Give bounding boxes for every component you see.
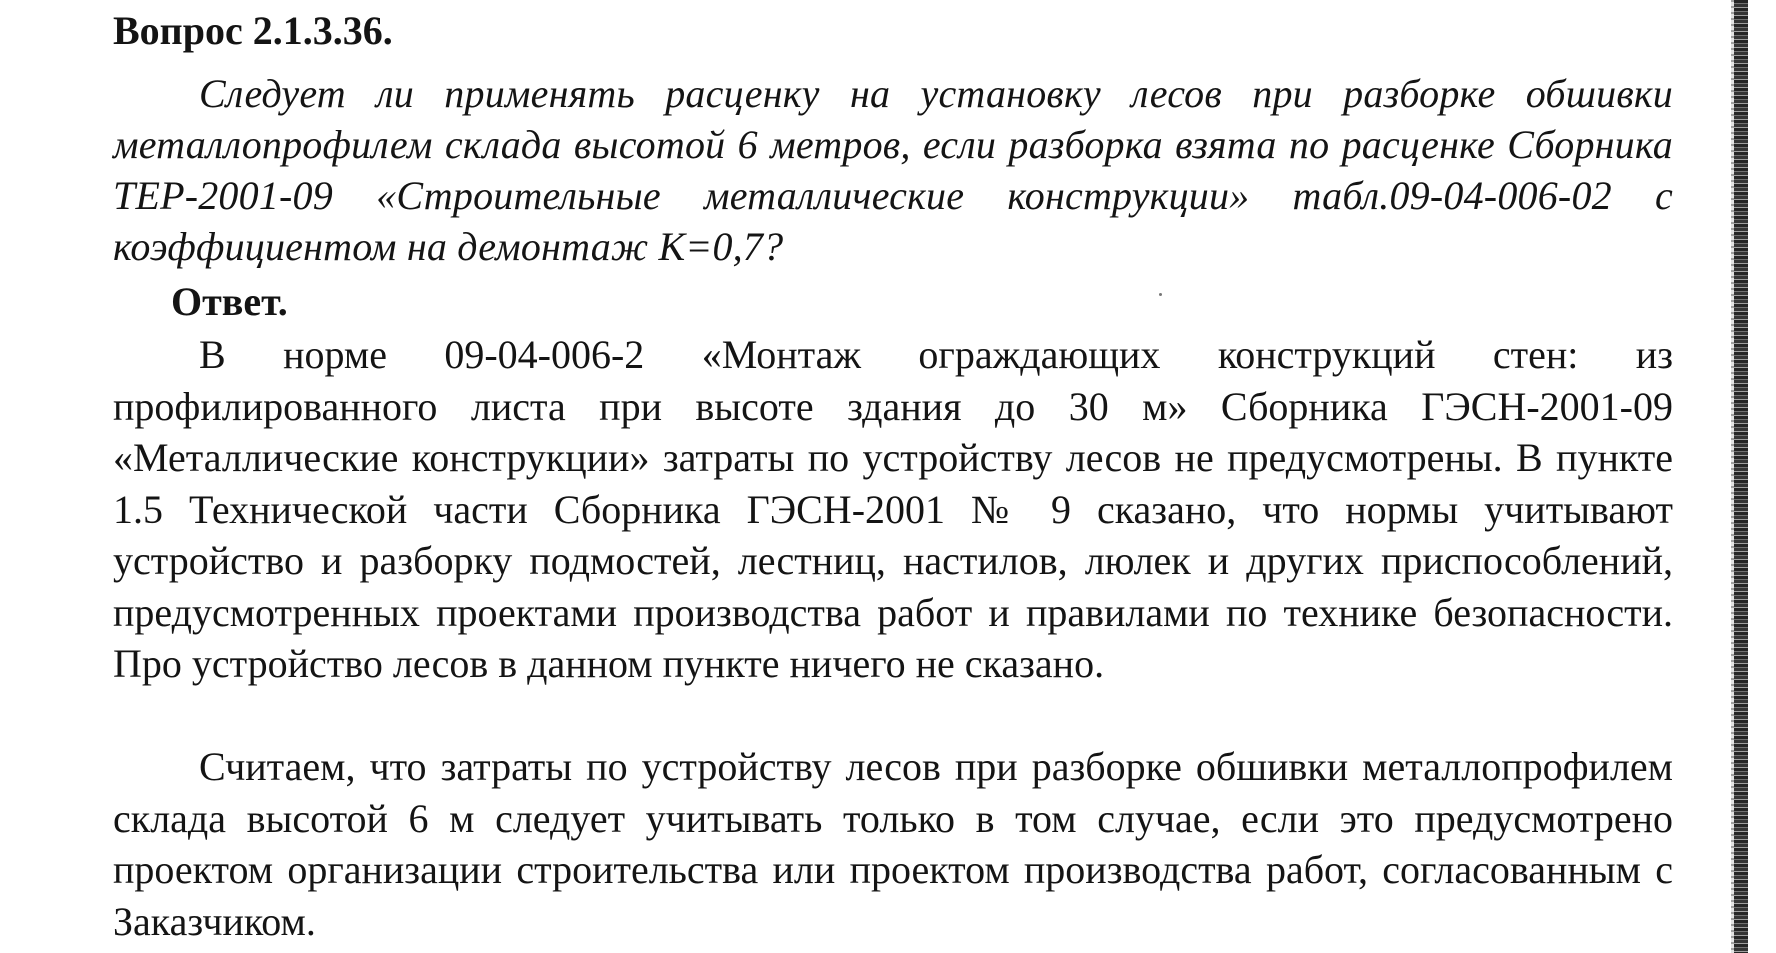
scan-speck [1159, 293, 1162, 296]
question-text: Следует ли применять расценку на установку лесов при разборке обшивки металлопрофилем склада высотой 6 метров, если разборка взята по расценке Сборника ТЕР-2001-09 «Строительные металлические конструкции» табл.09-04-006-02 с коэффициентом на демонтаж К=0,7? [113, 71, 1673, 269]
answer-paragraph: В норме 09-04-006-2 «Монтаж ограждающих конструкций стен: из профилированного листа при высоте здания до 30 м» Сборника ГЭСН-2001-09 «Металлические конструкции» затраты по устройству лесов не предусмотрены. В пункте 1.5 Технической части Сборника ГЭСН-2001 № 9 сказано, что нормы учитывают устройство и разборку подмостей, лестниц, настилов, люлек и других приспособлений, предусмотренных проектами производства работ и правилами по технике безопасности. Про устройство лесов в данном пункте ничего не сказано. [113, 332, 1673, 686]
question-number: Вопрос 2.1.3.36. [113, 8, 393, 53]
answer-heading: Ответ. [171, 279, 288, 324]
scan-edge [1734, 0, 1748, 953]
answer-paragraph: Считаем, что затраты по устройству лесов при разборке обшивки металлопрофилем склада высотой 6 м следует учитывать только в том случае, если это предусмотрено проектом организации строительства или проектом производства работ, согласованным с Заказчиком. [113, 744, 1673, 944]
